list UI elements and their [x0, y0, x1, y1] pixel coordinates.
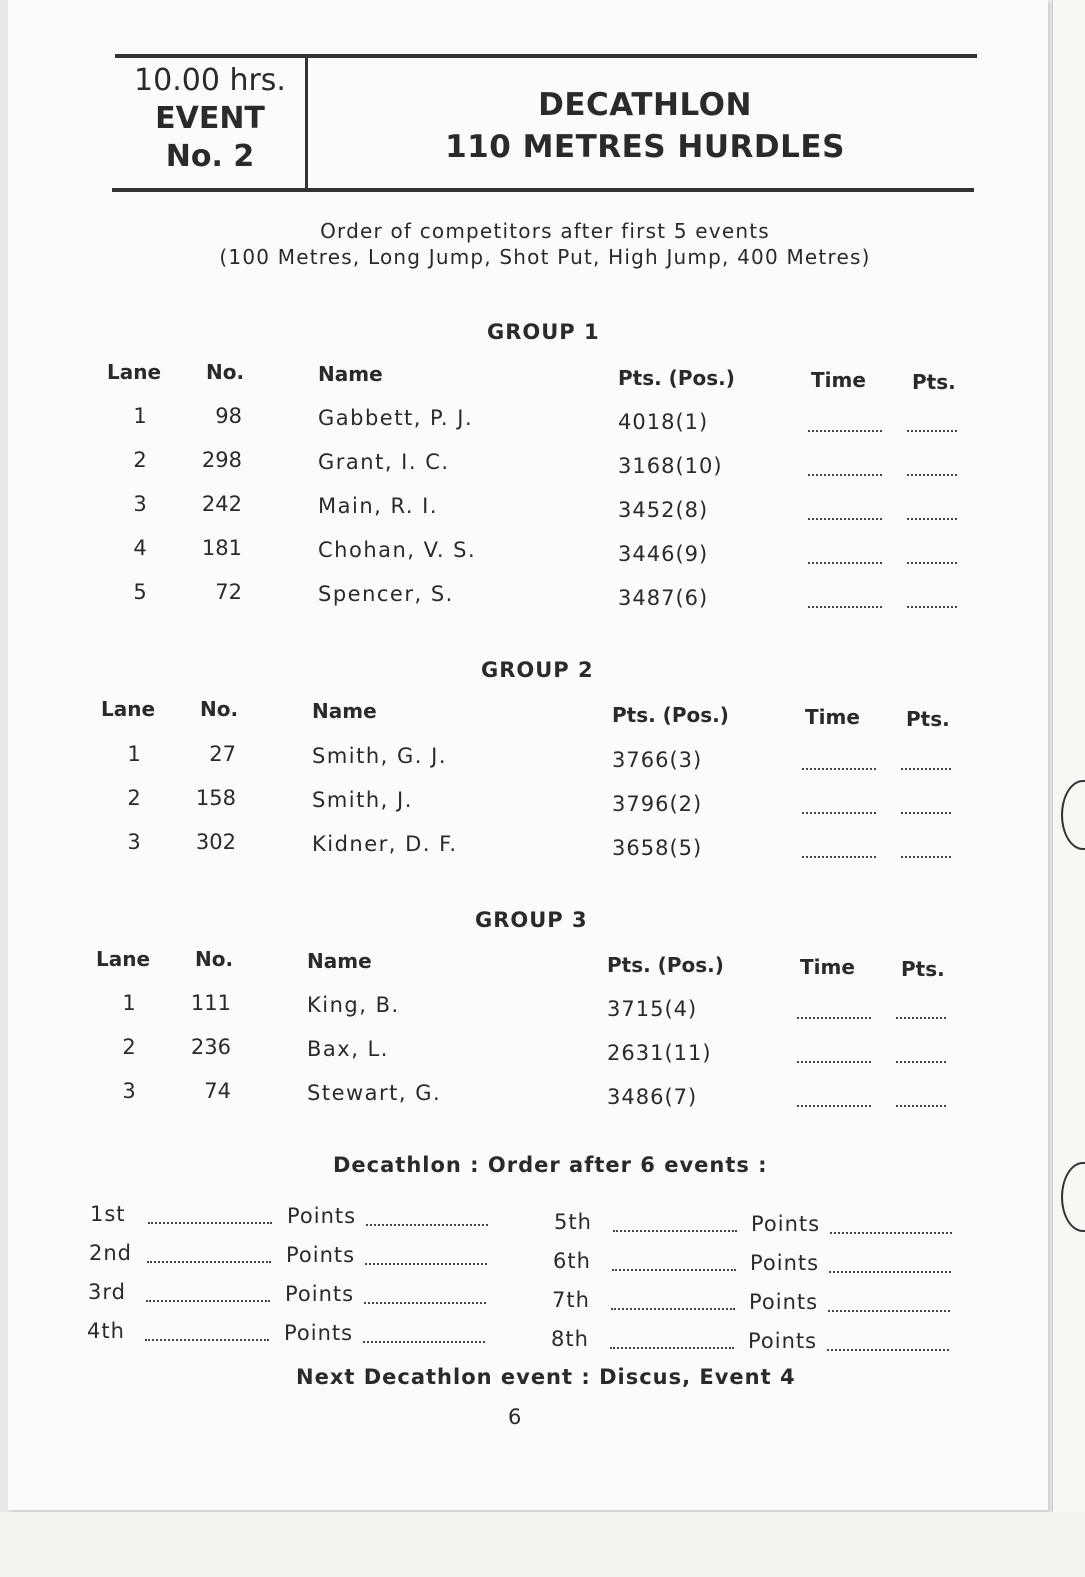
lane-cell: 3: [133, 492, 147, 516]
points-entry-blank: [829, 1271, 951, 1273]
points-entry-blank: [365, 1263, 487, 1265]
placing-label: 3rd: [88, 1280, 126, 1304]
column-header-time: Time: [811, 368, 866, 392]
points-entry-blank: [907, 518, 957, 520]
lane-cell: 1: [122, 991, 136, 1015]
column-header-name: Name: [312, 699, 377, 723]
number-cell: 98: [215, 404, 242, 428]
column-header-name: Name: [318, 362, 383, 386]
page-number: 6: [508, 1405, 522, 1429]
lane-cell: 1: [133, 404, 147, 428]
points-position-cell: 3486(7): [607, 1085, 698, 1109]
subtitle-line1: Order of competitors after first 5 events: [320, 219, 770, 243]
points-position-cell: 3658(5): [612, 836, 703, 860]
time-entry-blank: [808, 474, 882, 476]
name-cell: Stewart, G.: [307, 1081, 442, 1105]
lane-cell: 1: [127, 742, 141, 766]
points-position-cell: 3446(9): [618, 542, 709, 566]
time-entry-blank: [802, 768, 876, 770]
name-entry-blank: [148, 1222, 272, 1224]
event-info: [120, 62, 300, 176]
time-entry-blank: [808, 562, 882, 564]
points-entry-blank: [907, 474, 957, 476]
adjacent-page-edge: [1052, 0, 1085, 1577]
name-cell: Smith, G. J.: [312, 744, 448, 768]
points-entry-blank: [830, 1232, 952, 1234]
name-cell: Grant, I. C.: [318, 450, 450, 474]
time-entry-blank: [797, 1017, 871, 1019]
lane-cell: 2: [122, 1035, 136, 1059]
column-header-pts: Pts.: [906, 707, 950, 731]
name-cell: King, B.: [307, 993, 400, 1017]
name-entry-blank: [610, 1347, 734, 1349]
next-event: Next Decathlon event : Discus, Event 4: [296, 1365, 796, 1389]
lane-cell: 2: [133, 448, 147, 472]
name-entry-blank: [146, 1300, 270, 1302]
points-position-cell: 2631(11): [607, 1041, 712, 1065]
lane-cell: 2: [127, 786, 141, 810]
points-entry-blank: [907, 430, 957, 432]
time-entry-blank: [802, 856, 876, 858]
points-entry-blank: [363, 1341, 485, 1343]
points-label: Points: [286, 1243, 356, 1267]
number-cell: 236: [190, 1035, 231, 1059]
column-header-pts-pos: Pts. (Pos.): [612, 703, 729, 727]
lane-cell: 3: [127, 830, 141, 854]
number-cell: 181: [201, 536, 242, 560]
name-entry-blank: [147, 1261, 271, 1263]
placing-label: 8th: [551, 1327, 589, 1351]
points-position-cell: 4018(1): [618, 410, 709, 434]
name-cell: Smith, J.: [312, 788, 413, 812]
event-number: No. 2: [165, 139, 255, 174]
number-cell: 242: [201, 492, 242, 516]
order-subtitle: [150, 218, 940, 270]
handwritten-circle-mark: [1061, 780, 1085, 850]
name-cell: Main, R. I.: [318, 494, 439, 518]
column-header-pts-pos: Pts. (Pos.): [618, 366, 735, 390]
placing-label: 7th: [552, 1288, 590, 1312]
number-cell: 158: [195, 786, 236, 810]
points-label: Points: [285, 1282, 355, 1306]
column-header-no: No.: [200, 697, 239, 721]
time-entry-blank: [797, 1105, 871, 1107]
points-position-cell: 3168(10): [618, 454, 723, 478]
time-entry-blank: [802, 812, 876, 814]
time-entry-blank: [808, 606, 882, 608]
name-entry-blank: [611, 1308, 735, 1310]
name-cell: Kidner, D. F.: [312, 832, 458, 856]
points-entry-blank: [364, 1302, 486, 1304]
column-header-lane: Lane: [101, 697, 156, 721]
name-entry-blank: [145, 1339, 269, 1341]
points-entry-blank: [366, 1224, 488, 1226]
column-header-name: Name: [307, 949, 372, 973]
order-title: Decathlon : Order after 6 events :: [333, 1153, 768, 1177]
points-position-cell: 3796(2): [612, 792, 703, 816]
group-3-title: GROUP 3: [475, 908, 588, 932]
placing-label: 5th: [554, 1210, 592, 1234]
header-bottom-rule: [112, 188, 974, 192]
points-label: Points: [749, 1290, 819, 1314]
column-header-lane: Lane: [96, 947, 151, 971]
points-entry-blank: [901, 856, 951, 858]
points-entry-blank: [828, 1310, 950, 1312]
header-top-rule: [115, 54, 977, 58]
points-entry-blank: [896, 1061, 946, 1063]
event-time: 10.00 hrs.: [134, 63, 286, 98]
points-label: Points: [287, 1204, 357, 1228]
column-header-pts-pos: Pts. (Pos.): [607, 953, 724, 977]
points-entry-blank: [907, 606, 957, 608]
event-title-line1: DECATHLON: [538, 87, 752, 123]
points-position-cell: 3715(4): [607, 997, 698, 1021]
placing-label: 1st: [90, 1202, 126, 1226]
number-cell: 27: [209, 742, 236, 766]
points-label: Points: [284, 1321, 354, 1345]
points-label: Points: [750, 1251, 820, 1275]
placing-label: 6th: [553, 1249, 591, 1273]
number-cell: 298: [201, 448, 242, 472]
points-label: Points: [748, 1329, 818, 1353]
time-entry-blank: [797, 1061, 871, 1063]
points-entry-blank: [901, 768, 951, 770]
placing-label: 2nd: [89, 1241, 133, 1265]
column-header-lane: Lane: [107, 360, 162, 384]
number-cell: 111: [190, 991, 231, 1015]
event-title: [330, 84, 960, 168]
event-title-line2: 110 METRES HURDLES: [445, 129, 845, 165]
points-entry-blank: [896, 1105, 946, 1107]
placing-label: 4th: [87, 1319, 125, 1343]
name-cell: Bax, L.: [307, 1037, 389, 1061]
column-header-no: No.: [195, 947, 234, 971]
lane-cell: 4: [133, 536, 147, 560]
subtitle-line2: (100 Metres, Long Jump, Shot Put, High Jump, 400 Metres): [219, 245, 871, 269]
lane-cell: 5: [133, 580, 147, 604]
points-position-cell: 3487(6): [618, 586, 709, 610]
scan-background: [0, 1512, 1085, 1577]
points-entry-blank: [896, 1017, 946, 1019]
handwritten-circle-mark: [1061, 1162, 1085, 1232]
points-position-cell: 3766(3): [612, 748, 703, 772]
header-divider: [305, 56, 308, 190]
group-1-title: GROUP 1: [487, 320, 600, 344]
column-header-time: Time: [805, 705, 860, 729]
points-position-cell: 3452(8): [618, 498, 709, 522]
column-header-no: No.: [206, 360, 245, 384]
points-entry-blank: [901, 812, 951, 814]
name-cell: Gabbett, P. J.: [318, 406, 474, 430]
column-header-pts: Pts.: [912, 370, 956, 394]
event-label: EVENT: [155, 101, 265, 136]
name-cell: Spencer, S.: [318, 582, 454, 606]
number-cell: 302: [195, 830, 236, 854]
points-entry-blank: [907, 562, 957, 564]
column-header-time: Time: [800, 955, 855, 979]
column-header-pts: Pts.: [901, 957, 945, 981]
lane-cell: 3: [122, 1079, 136, 1103]
points-label: Points: [751, 1212, 821, 1236]
name-entry-blank: [613, 1230, 737, 1232]
number-cell: 72: [215, 580, 242, 604]
name-cell: Chohan, V. S.: [318, 538, 477, 562]
points-entry-blank: [827, 1349, 949, 1351]
number-cell: 74: [204, 1079, 231, 1103]
name-entry-blank: [612, 1269, 736, 1271]
group-2-title: GROUP 2: [481, 658, 594, 682]
time-entry-blank: [808, 518, 882, 520]
time-entry-blank: [808, 430, 882, 432]
